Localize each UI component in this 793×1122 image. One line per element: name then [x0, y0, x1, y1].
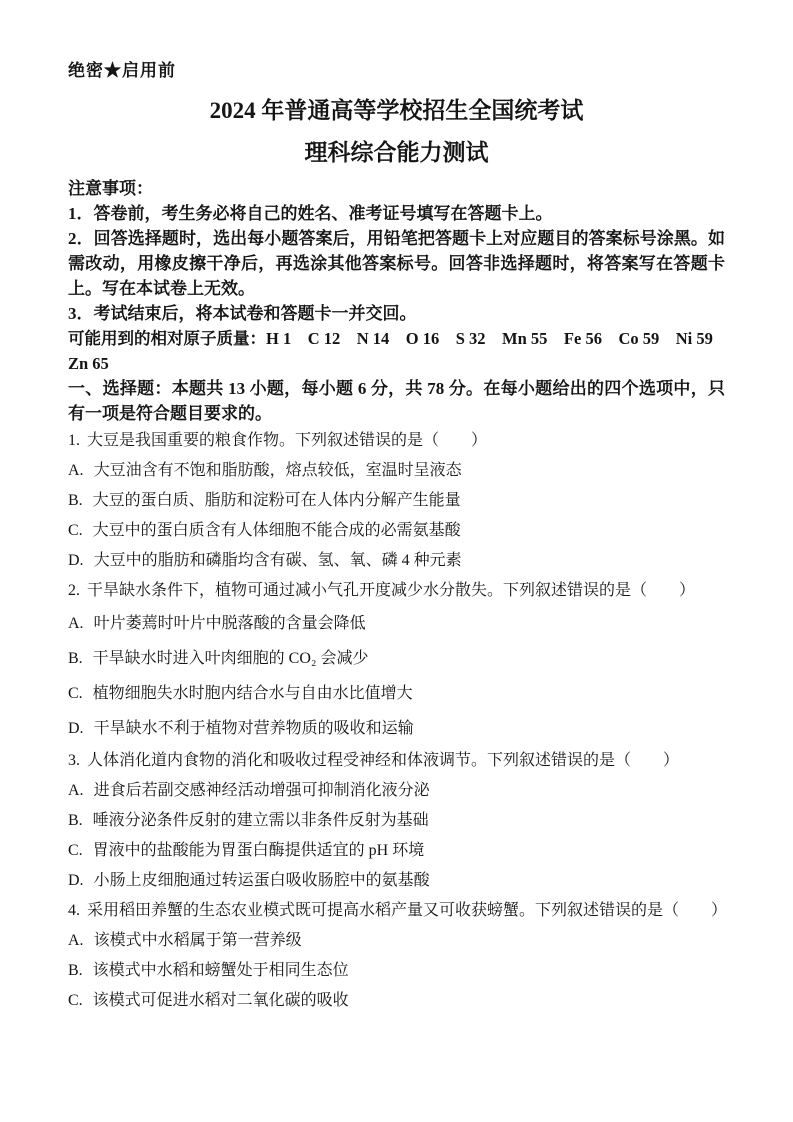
option-label: B.	[68, 650, 83, 667]
option-label: D.	[68, 872, 84, 889]
notice-heading: 注意事项：	[68, 179, 153, 198]
question-1-option-a	[68, 456, 725, 486]
option-text: 大豆中的脂肪和磷脂均含有碳、氢、氧、磷 4 种元素	[93, 552, 462, 569]
classification-label: 绝密★启用前	[68, 61, 176, 80]
question-3-option-b	[68, 806, 725, 836]
atomic-masses-line1: 可能用到的相对原子质量：H 1 C 12 N 14 O 16 S 32 Mn 55 Fe 56 Co 59 Ni 59	[68, 329, 713, 348]
option-text: 该模式可促进水稻对二氧化碳的吸收	[92, 992, 349, 1009]
notice-item-3: 3．考试结束后，将本试卷和答题卡一并交回。	[68, 304, 417, 323]
option-label: B.	[68, 962, 83, 979]
question-1	[68, 426, 725, 576]
question-2-stem	[68, 576, 725, 606]
option-label: C.	[68, 992, 83, 1009]
question-3	[68, 746, 725, 896]
question-2-option-a	[68, 606, 725, 641]
question-4	[68, 896, 728, 1016]
option-label: D.	[68, 552, 84, 569]
question-3-option-d	[68, 866, 725, 896]
question-1-stem	[68, 426, 725, 456]
option-label: C.	[68, 842, 83, 859]
notice-block	[68, 176, 725, 376]
option-text: 大豆油含有不饱和脂肪酸，熔点较低，室温时呈液态	[93, 462, 462, 479]
question-number: 4.	[68, 902, 80, 919]
notice-item-1: 1．答卷前，考生务必将自己的姓名、准考证号填写在答题卡上。	[68, 204, 553, 223]
option-text: 大豆中的蛋白质含有人体细胞不能合成的必需氨基酸	[92, 522, 461, 539]
question-4-option-c	[68, 986, 725, 1016]
question-1-option-b	[68, 486, 725, 516]
option-label: A.	[68, 615, 84, 632]
question-stem-text: 大豆是我国重要的粮食作物。下列叙述错误的是（ ）	[87, 432, 488, 449]
question-2	[68, 576, 725, 746]
question-2-option-c	[68, 676, 725, 711]
option-text: 该模式中水稻属于第一营养级	[93, 932, 302, 949]
option-text: 叶片萎蔫时叶片中脱落酸的含量会降低	[93, 615, 366, 632]
option-text: 进食后若副交感神经活动增强可抑制消化液分泌	[93, 782, 430, 799]
option-text: 唾液分泌条件反射的建立需以非条件反射为基础	[92, 812, 429, 829]
option-label: A.	[68, 782, 84, 799]
option-label: D.	[68, 720, 84, 737]
question-3-option-a	[68, 776, 725, 806]
option-text: 该模式中水稻和螃蟹处于相同生态位	[92, 962, 349, 979]
question-3-option-c	[68, 836, 725, 866]
question-1-option-d	[68, 546, 725, 576]
option-label: A.	[68, 932, 84, 949]
option-label: A.	[68, 462, 84, 479]
atomic-masses-line2: Zn 65	[68, 354, 109, 373]
question-4-option-b	[68, 956, 725, 986]
question-number: 2.	[68, 582, 80, 599]
question-3-stem	[68, 746, 725, 776]
question-number: 3.	[68, 752, 80, 769]
option-text: 胃液中的盐酸能为胃蛋白酶提供适宜的 pH 环境	[92, 842, 425, 859]
question-2-option-d	[68, 711, 725, 746]
question-number: 1.	[68, 432, 80, 449]
option-text: 小肠上皮细胞通过转运蛋白吸收肠腔中的氨基酸	[93, 872, 430, 889]
option-label: C.	[68, 685, 83, 702]
question-1-option-c	[68, 516, 725, 546]
notice-item-2: 2．回答选择题时，选出每小题答案后，用铅笔把答题卡上对应题目的答案标号涂黑。如需改动，用橡皮擦干净后，再选涂其他答案标号。回答非选择题时，将答案写在答题卡上。写在本试卷上无效。	[68, 229, 725, 298]
section-heading: 一、选择题：本题共 13 小题，每小题 6 分，共 78 分。在每小题给出的四个选项中，只有一项是符合题目要求的。	[68, 379, 725, 423]
question-2-option-b	[68, 641, 725, 676]
question-4-option-a	[68, 926, 725, 956]
question-4-stem	[68, 896, 728, 926]
question-stem-text: 人体消化道内食物的消化和吸收过程受神经和体液调节。下列叙述错误的是（ ）	[87, 752, 680, 769]
option-label: B.	[68, 812, 83, 829]
question-stem-text: 干旱缺水条件下，植物可通过减小气孔开度减少水分散失。下列叙述错误的是（ ）	[87, 582, 696, 599]
exam-subtitle: 理科综合能力测试	[304, 140, 489, 165]
option-text: 植物细胞失水时胞内结合水与自由水比值增大	[92, 685, 413, 702]
option-text: 大豆的蛋白质、脂肪和淀粉可在人体内分解产生能量	[92, 492, 461, 509]
question-stem-text: 采用稻田养蟹的生态农业模式既可提高水稻产量又可收获螃蟹。下列叙述错误的是（ ）	[87, 902, 728, 919]
option-text: 干旱缺水不利于植物对营养物质的吸收和运输	[93, 720, 414, 737]
option-label: C.	[68, 522, 83, 539]
option-text: 干旱缺水时进入叶肉细胞的 CO₂ 会减少	[92, 650, 369, 667]
exam-title: 2024 年普通高等学校招生全国统考试	[209, 98, 584, 123]
option-label: B.	[68, 492, 83, 509]
questions-list	[68, 426, 728, 1016]
